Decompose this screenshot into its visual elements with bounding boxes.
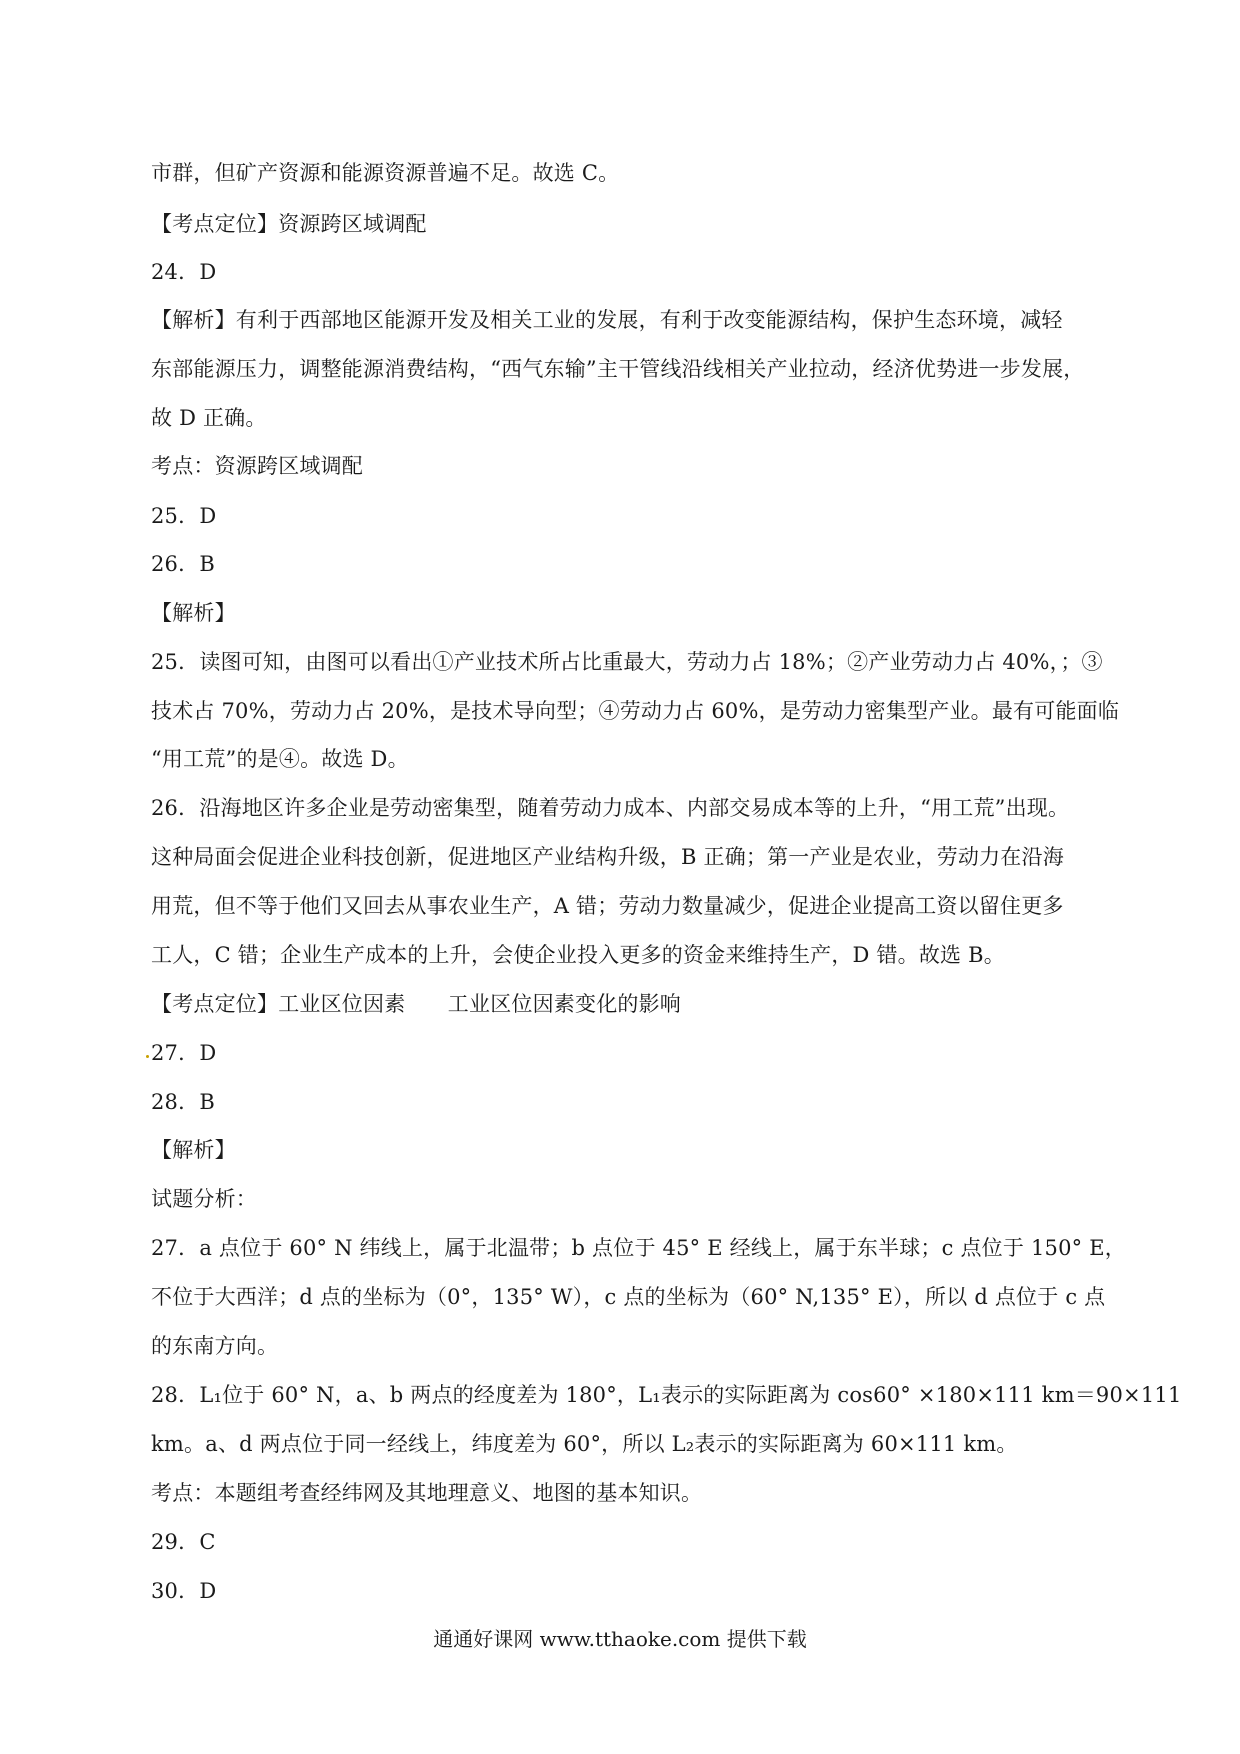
stray-mark (146, 1055, 149, 1058)
text-line: 【解析】 (151, 601, 236, 625)
text-line: 【考点定位】工业区位因素 工业区位因素变化的影响 (151, 992, 681, 1016)
text-line: 市群，但矿产资源和能源资源普遍不足。故选 C。 (151, 161, 620, 185)
text-line: 技术占 70%，劳动力占 20%，是技术导向型；④劳动力占 60%，是劳动力密集型产业。最有可能面临 (151, 699, 1120, 723)
text-line: 26．B (151, 552, 215, 576)
page-footer: 通通好课网 www.tthaoke.com 提供下载 (433, 1627, 807, 1651)
text-line: “用工荒”的是④。故选 D。 (151, 747, 409, 771)
text-line: 24．D (151, 260, 217, 284)
text-line: 25．D (151, 504, 217, 528)
text-line: 故 D 正确。 (151, 406, 267, 430)
text-line: 工人，C 错；企业生产成本的上升，会使企业投入更多的资金来维持生产，D 错。故选 B。 (151, 943, 1005, 967)
text-line: 29．C (151, 1530, 216, 1554)
text-line: 27．D (151, 1041, 217, 1065)
text-line: 不位于大西洋；d 点的坐标为（0°，135° W），c 点的坐标为（60° N,135° E），所以 d 点位于 c 点 (151, 1285, 1106, 1309)
text-line: km。a、d 两点位于同一经线上，纬度差为 60°，所以 L₂表示的实际距离为 60×111 km。 (151, 1432, 1018, 1456)
text-line: 这种局面会促进企业科技创新，促进地区产业结构升级，B 正确；第一产业是农业，劳动力在沿海 (151, 845, 1064, 869)
text-line: 的东南方向。 (151, 1334, 279, 1358)
text-line: 26．沿海地区许多企业是劳动密集型，随着劳动力成本、内部交易成本等的上升，“用工荒”出现。 (151, 796, 1070, 820)
text-line: 试题分析： (151, 1187, 257, 1211)
text-line: 【解析】有利于西部地区能源开发及相关工业的发展，有利于改变能源结构，保护生态环境，减轻 (151, 308, 1063, 332)
text-line: 东部能源压力，调整能源消费结构，“西气东输”主干管线沿线相关产业拉动，经济优势进一步发展， (151, 357, 1085, 381)
text-line: 28．L₁位于 60° N，a、b 两点的经度差为 180°，L₁表示的实际距离为 cos60° ×180×111 km＝90×111 (151, 1383, 1182, 1407)
text-line: 【考点定位】资源跨区域调配 (151, 212, 427, 236)
text-line: 28．B (151, 1090, 215, 1114)
text-line: 考点：本题组考查经纬网及其地理意义、地图的基本知识。 (151, 1481, 703, 1505)
text-line: 27．a 点位于 60° N 纬线上，属于北温带；b 点位于 45° E 经线上，属于东半球；c 点位于 150° E， (151, 1236, 1126, 1260)
text-line: 用荒，但不等于他们又回去从事农业生产，A 错；劳动力数量减少，促进企业提高工资以留住更多 (151, 894, 1064, 918)
text-line: 考点：资源跨区域调配 (151, 454, 363, 478)
text-line: 【解析】 (151, 1138, 236, 1162)
text-line: 30．D (151, 1579, 217, 1603)
text-line: 25．读图可知，由图可以看出①产业技术所占比重最大，劳动力占 18%；②产业劳动力占 40%，；③ (151, 650, 1103, 674)
